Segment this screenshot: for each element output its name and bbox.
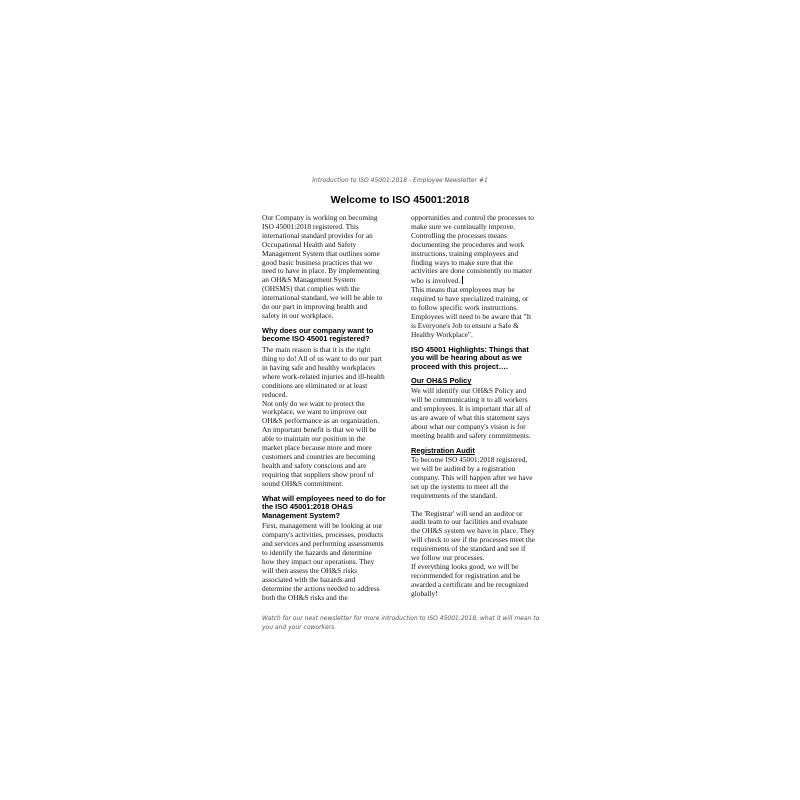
audit-paragraph-3: If everything looks good, we will be recommended for registration and be awarded a certificate and be recognized globally! <box>411 561 529 598</box>
employee-actions-paragraph: First, management will be looking at our company's activities, processes, products and services and performing assessments to identify the hazards and determine how they impact our operations. They will then assess the OH&S risks associated with the hazards and determine the actions needed to address both the OH&S risks and the <box>262 521 384 602</box>
heading-policy: Our OH&S Policy <box>411 376 472 386</box>
page-title: Welcome to ISO 45001:2018 <box>330 194 470 206</box>
newsletter-header: Introduction to ISO 45001:2018 - Employee Newsletter #1 <box>312 177 488 184</box>
heading-registration-audit: Registration Audit <box>411 445 475 455</box>
continued-paragraph-1-text: opportunities and control the processes to make sure we continually improve. Controlling the processes means documenting the procedures and work instructions, training employees and finding ways to make sure that the activities are done consistently no matter who is involved. <box>411 213 534 286</box>
why-paragraph-2: Not only do we want to protect the workplace, we want to improve our OH&S performance as an organization. An important benefit is that we will be able to maintain our position in the market place because more and more customers and countries are becoming health and safety conscious and are requiring that suppliers show proof of sound OH&S commitment. <box>262 398 380 488</box>
continued-paragraph-1 <box>411 214 535 286</box>
heading-highlights: ISO 45001 Highlights: Things that you will be hearing about as we proceed with this project…. <box>411 344 529 371</box>
left-column <box>262 214 386 603</box>
right-column <box>411 214 535 599</box>
newsletter-footer: Watch for our next newsletter for more introduction to ISO 45001:2018, what it will mean to you and your coworkers. <box>262 615 540 631</box>
policy-paragraph: We will identify our OH&S Policy and will be communicating it to all workers and employees. It is important that all of us are aware of what this statement says about what our company's vision is for meeting health and safety commitments. <box>411 386 531 440</box>
audit-paragraph-2: The 'Registrar' will send an auditor or audit team to our facilities and evaluate the OH&S system we have in place. They will check to see if the processes meet the requirements of the standard and see if we follow our processes. <box>411 508 535 563</box>
text-cursor <box>462 276 463 284</box>
why-paragraph-1: The main reason is that it is the right thing to do! All of us want to do our part in having safe and healthy workplaces where work-related injuries and ill-health conditions are eliminated or at least reduced. <box>262 345 385 399</box>
continued-paragraph-2: This means that employees may be required to have specialized training, or to follow specific work instructions. Employees will need to be aware that "It is Everyone's Job to ensure a Safe & Healthy Workplace". <box>411 285 532 339</box>
heading-why-register: Why does our company want to become ISO 45001 registered? <box>262 325 374 344</box>
audit-paragraph-1: To become ISO 45001:2018 registered, we will be audited by a registration company. This will happen after we have set up the systems to meet all the requirements of the standard. <box>411 455 533 500</box>
intro-paragraph: Our Company is working on becoming ISO 45001:2018 registered. This international standard provides for an Occupational Health and Safety Management System that outlines some good basic business practices that we need to have in place. By implementing an OH&S Management System (OHSMS) that complies with the international standard, we will be able to do our part in improving health and safety in our workplace. <box>262 213 383 320</box>
heading-employee-actions: What will employees need to do for the ISO 45001:2018 OH&S Management System? <box>262 493 386 520</box>
